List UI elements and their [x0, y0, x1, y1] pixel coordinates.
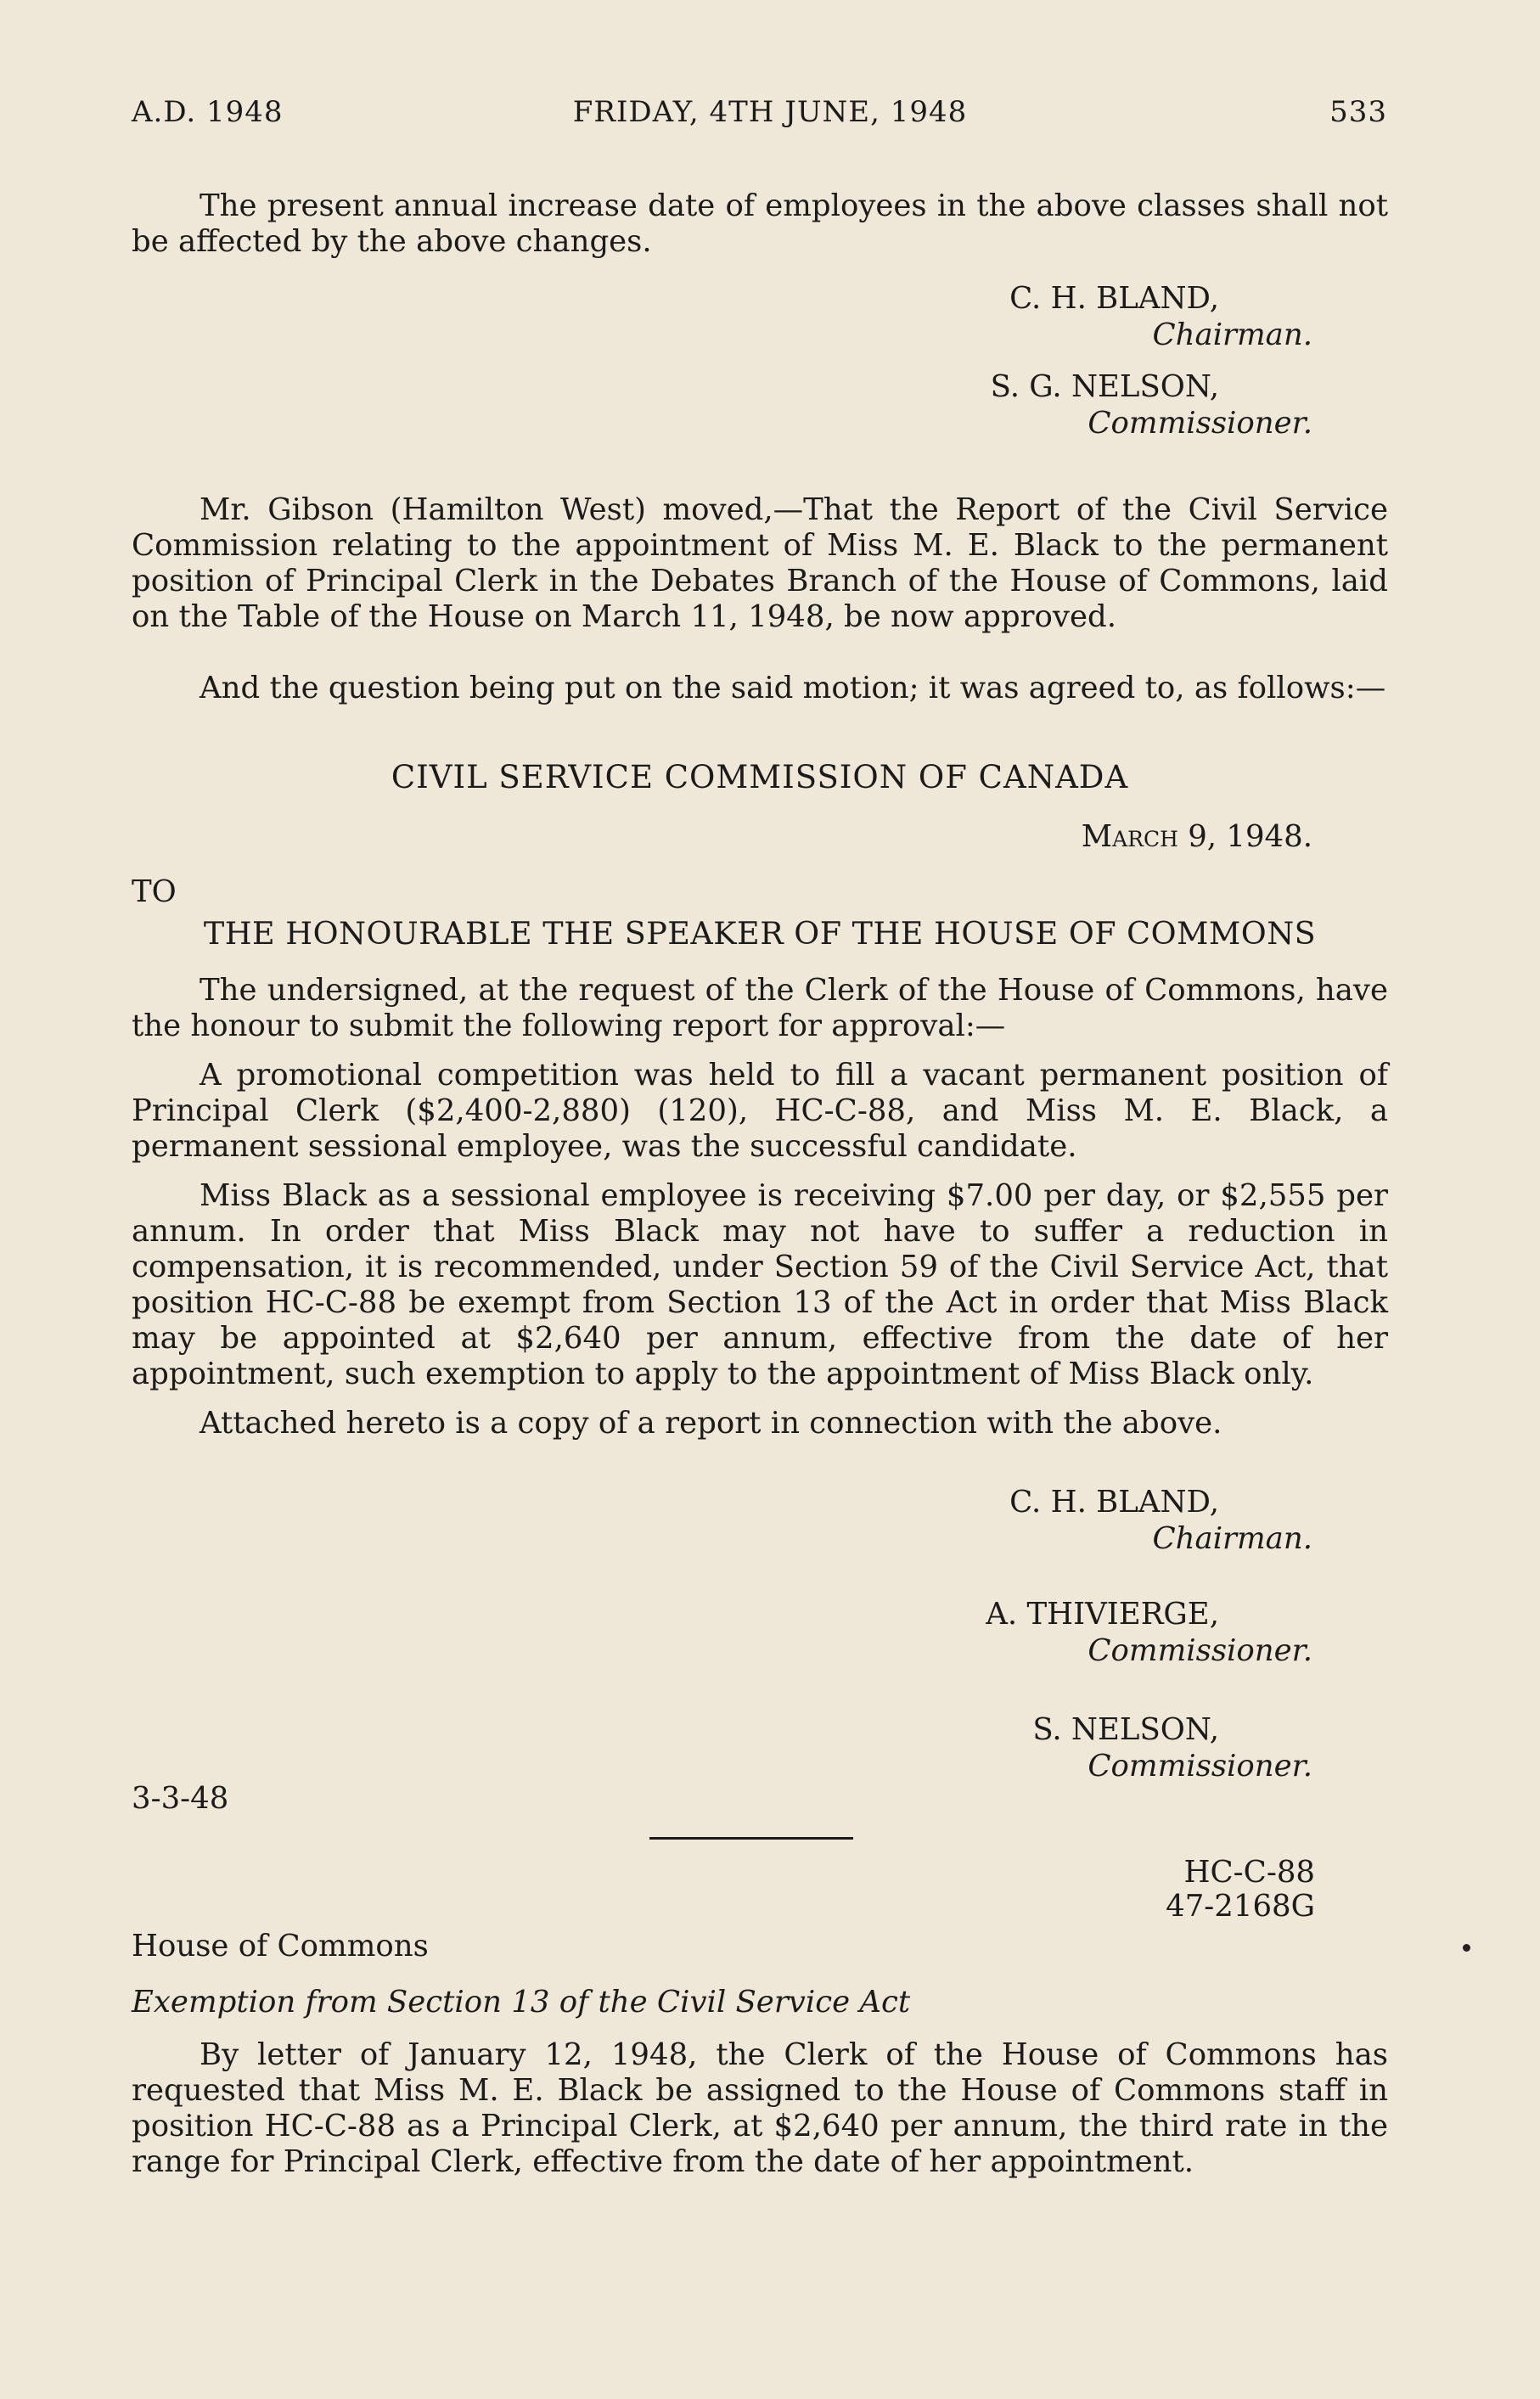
header-year: A.D. 1948: [132, 95, 284, 129]
signatory-title: Chairman.: [1152, 1521, 1312, 1556]
page-number: 533: [1329, 95, 1387, 129]
signatory-name: S. NELSON,: [1032, 1712, 1219, 1747]
commission-title: CIVIL SERVICE COMMISSION OF CANADA: [391, 759, 1129, 795]
signatory-title: Commissioner.: [1088, 1749, 1312, 1784]
header-date: FRIDAY, 4TH JUNE, 1948: [572, 95, 968, 129]
reference-code: 47-2168G: [1166, 1889, 1315, 1924]
final-paragraph: By letter of January 12, 1948, the Clerk of the House of Commons has requested that Miss M. E. Black be assigned to the House of Commons staff in position HC-C-88 as a Principal Clerk, at $2,640 per annum, the third rate in the range for Principal Clerk, effective from the date of her appointment.: [132, 2037, 1388, 2179]
to-line: TO: [132, 874, 177, 909]
signature-block-3: [986, 1596, 1312, 1669]
house-of-commons-line: House of Commons: [132, 1929, 429, 1964]
signatory-name: C. H. BLAND,: [1009, 1485, 1219, 1520]
report-paragraph: Miss Black as a sessional employee is receiving $7.00 per day, or $2,555 per annum. In order that Miss Black may not have to suffer a reduction in compensation, it is recommended, under Section 59 of the Civil Service Act, that position HC-C-88 be exempt from Section 13 of the Act in order that Miss Black may be appointed at $2,640 per annum, effective from the date of her appointment, such exemption to apply to the appointment of Miss Black only.: [132, 1178, 1388, 1391]
report-body: [132, 973, 1388, 1441]
addressee-line: THE HONOURABLE THE SPEAKER OF THE HOUSE OF COMMONS: [203, 915, 1317, 952]
signature-block-2: [1009, 1484, 1312, 1557]
reference-code: HC-C-88: [1183, 1855, 1315, 1890]
reference-codes: [1166, 1856, 1315, 1924]
section-divider: [649, 1837, 853, 1840]
signatory-name: A. THIVIERGE,: [986, 1597, 1219, 1632]
exemption-heading: Exemption from Section 13 of the Civil Service Act: [132, 1985, 911, 2020]
report-paragraph: A promotional competition was held to fill a vacant permanent position of Principal Clerk ($2,400-2,880) (120), HC-C-88, and Miss M. E. Black, a permanent sessional employee, was the successful candidate.: [132, 1058, 1388, 1164]
paragraph-motion: Mr. Gibson (Hamilton West) moved,—That the Report of the Civil Service Commission relating to the appointment of Miss M. E. Black to the permanent position of Principal Clerk in the Debates Branch of the House of Commons, laid on the Table of the House on March 11, 1948, be now approved.: [132, 492, 1388, 634]
signatory-name: S. G. NELSON,: [990, 369, 1219, 404]
signatory-title: Chairman.: [1152, 317, 1312, 352]
report-date: March 9, 1948.: [1081, 819, 1312, 854]
signatory-title: Commissioner.: [1088, 406, 1312, 441]
report-paragraph: Attached hereto is a copy of a report in connection with the above.: [200, 1406, 1222, 1441]
paragraph-increase-date: The present annual increase date of employees in the above classes shall not be affected by the above changes.: [132, 188, 1388, 259]
report-paragraph: The undersigned, at the request of the Clerk of the House of Commons, have the honour to submit the following report for approval:—: [132, 973, 1388, 1043]
paragraph-question: And the question being put on the said motion; it was agreed to, as follows:—: [200, 671, 1386, 705]
signature-block-4: [1032, 1711, 1312, 1784]
signatory-name: C. H. BLAND,: [1009, 281, 1219, 316]
signatory-title: Commissioner.: [1088, 1633, 1312, 1668]
date-code: 3-3-48: [132, 1781, 229, 1816]
signature-block-1: [991, 280, 1312, 441]
margin-mark: [1463, 1944, 1470, 1952]
